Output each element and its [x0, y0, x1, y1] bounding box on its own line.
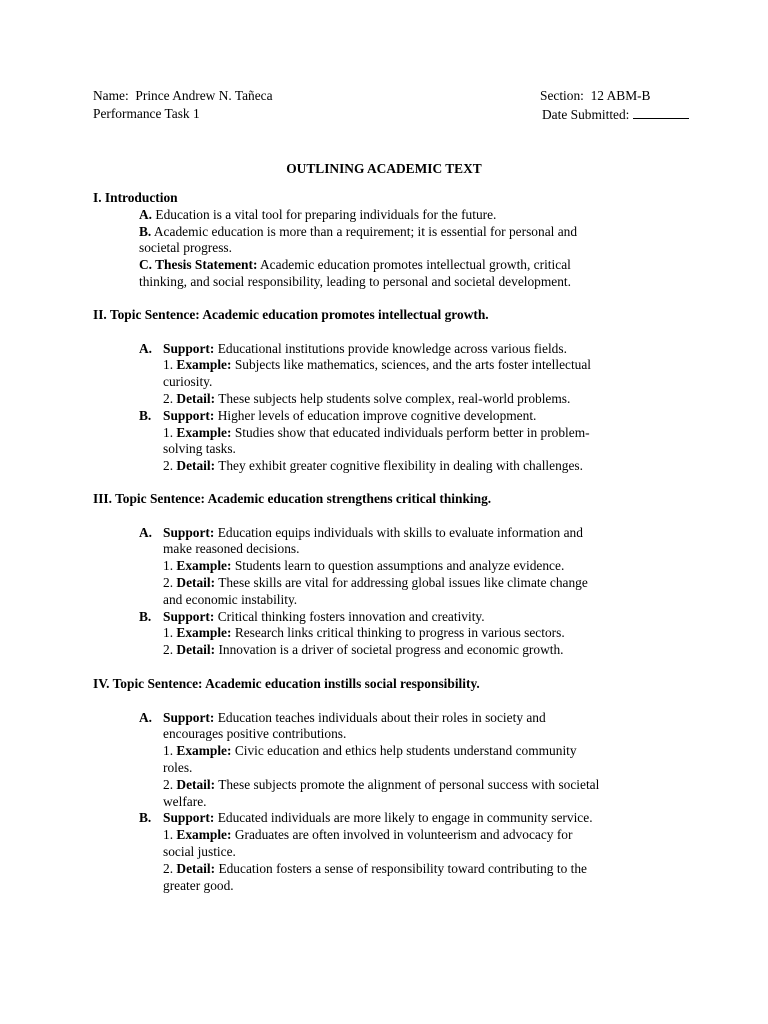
- section-line: [540, 88, 651, 105]
- date-line: [542, 106, 689, 124]
- section-3-support-a: A. Support: Education equips individuals with skills to evaluate information and: [139, 524, 583, 540]
- intro-heading: I. Introduction: [93, 190, 178, 205]
- intro-point-b-cont: societal progress.: [139, 240, 232, 256]
- section-label: Section:: [540, 88, 584, 103]
- date-blank: [633, 106, 689, 119]
- section-2-example-b: 1. Example: Studies show that educated individuals perform better in problem-: [163, 424, 590, 440]
- section-2-support-a: A. Support: Educational institutions provide knowledge across various fields.: [139, 340, 567, 356]
- section-value: 12 ABM-B: [590, 88, 651, 103]
- section-2-example-a: 1. Example: Subjects like mathematics, sciences, and the arts foster intellectual: [163, 357, 592, 373]
- section-4-example-b: 1. Example: Graduates are often involved in volunteerism and advocacy for: [163, 827, 573, 843]
- section-4-detail-a: 2. Detail: These subjects promote the alignment of personal success with societal: [163, 776, 600, 792]
- section-3-example-b: 1. Example: Research links critical thinking to progress in various sectors.: [163, 625, 565, 641]
- task-line: Performance Task 1: [93, 106, 200, 121]
- section-4-heading: IV. Topic Sentence: Academic education instills social responsibility.: [93, 676, 480, 691]
- section-4-example-a-cont: roles.: [163, 759, 193, 775]
- section-3: [93, 491, 683, 659]
- name-line: [93, 88, 273, 105]
- page-title: OUTLINING ACADEMIC TEXT: [286, 161, 482, 176]
- date-label: Date Submitted:: [542, 107, 630, 122]
- section-4-support-b: B. Support: Educated individuals are more likely to engage in community service.: [139, 810, 593, 826]
- section-introduction: [93, 190, 683, 291]
- section-3-support-b: B. Support: Critical thinking fosters innovation and creativity.: [139, 608, 485, 624]
- section-2-support-b: B. Support: Higher levels of education improve cognitive development.: [139, 407, 537, 423]
- section-3-support-a-cont: make reasoned decisions.: [163, 541, 300, 557]
- section-4-detail-a-cont: welfare.: [163, 793, 207, 809]
- section-4: [93, 676, 683, 894]
- intro-thesis: C. Thesis Statement: Academic education promotes intellectual growth, critical: [139, 257, 571, 273]
- name-value: Prince Andrew N. Tañeca: [135, 88, 273, 103]
- section-2-detail-b: 2. Detail: They exhibit greater cognitive flexibility in dealing with challenges.: [163, 458, 583, 474]
- section-3-detail-a: 2. Detail: These skills are vital for addressing global issues like climate change: [163, 574, 588, 590]
- section-4-support-a: A. Support: Education teaches individuals about their roles in society and: [139, 709, 546, 725]
- intro-point-b: B. Academic education is more than a requirement; it is essential for personal and: [139, 223, 578, 239]
- section-2-detail-a: 2. Detail: These subjects help students solve complex, real-world problems.: [163, 390, 571, 406]
- section-3-detail-b: 2. Detail: Innovation is a driver of societal progress and economic growth.: [163, 642, 564, 658]
- section-2: [93, 307, 683, 475]
- section-2-heading: II. Topic Sentence: Academic education promotes intellectual growth.: [93, 307, 489, 322]
- section-2-example-b-cont: solving tasks.: [163, 441, 236, 457]
- name-label: Name:: [93, 88, 129, 103]
- intro-point-a: A. Education is a vital tool for preparing individuals for the future.: [139, 206, 497, 222]
- section-4-detail-b: 2. Detail: Education fosters a sense of responsibility toward contributing to the: [163, 860, 587, 876]
- section-3-heading: III. Topic Sentence: Academic education strengthens critical thinking.: [93, 491, 492, 506]
- section-4-example-b-cont: social justice.: [163, 843, 236, 859]
- section-2-example-a-cont: curiosity.: [163, 374, 213, 390]
- section-4-example-a: 1. Example: Civic education and ethics help students understand community: [163, 743, 577, 759]
- section-3-example-a: 1. Example: Students learn to question assumptions and analyze evidence.: [163, 558, 565, 574]
- intro-thesis-cont: thinking, and social responsibility, leading to personal and societal development.: [139, 273, 571, 289]
- section-4-detail-b-cont: greater good.: [163, 877, 234, 893]
- section-4-support-a-cont: encourages positive contributions.: [163, 726, 347, 742]
- section-3-detail-a-cont: and economic instability.: [163, 591, 298, 607]
